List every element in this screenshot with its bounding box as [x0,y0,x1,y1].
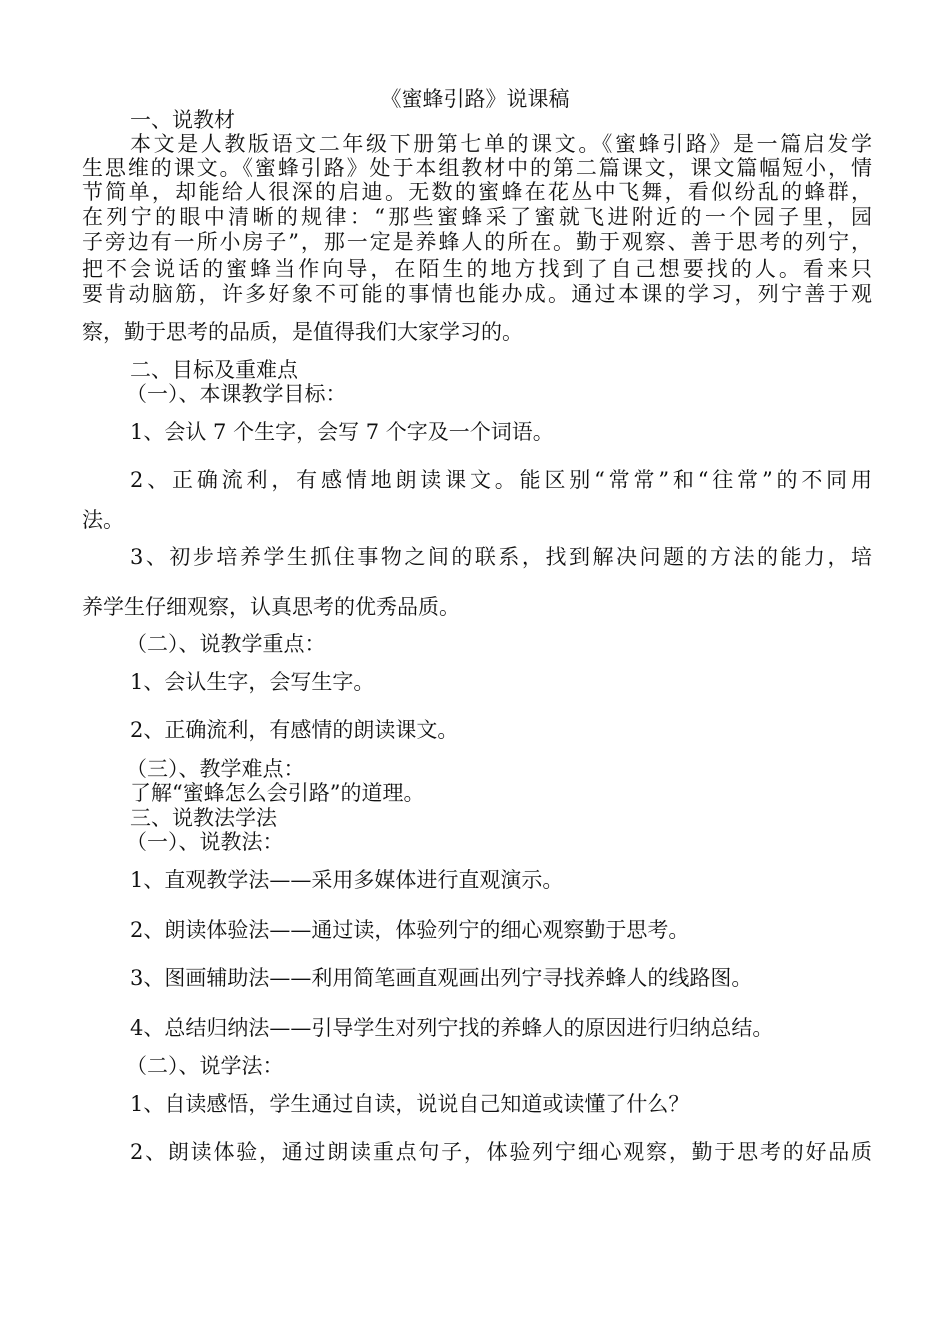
section-heading-1: 一、说教材 [130,108,235,132]
paragraph-line: 节简单，却能给人很深的启迪。无数的蜜蜂在花丛中飞舞，看似纷乱的蜂群， [82,180,872,204]
paragraph-line: 把不会说话的蜜蜂当作向导，在陌生的地方找到了自己想要找的人。看来只 [82,257,872,281]
subsection-heading: （一）、本课教学目标： [126,382,347,406]
list-item: 3、图画辅助法——利用简笔画直观画出列宁寻找养蜂人的线路图。 [130,966,753,990]
paragraph-line: 要肯动脑筋，许多好象不可能的事情也能办成。通过本课的学习，列宁善于观 [82,282,872,306]
section-heading-2: 二、目标及重难点 [130,358,298,382]
paragraph-line: 了解“蜜蜂怎么会引路”的道理。 [130,781,425,805]
list-item: 1、自读感悟，学生通过自读，说说自己知道或读懂了什么？ [130,1092,690,1116]
subsection-heading: （三）、教学难点： [126,757,305,781]
section-heading-3: 三、说教法学法 [130,806,277,830]
list-item: 3、初步培养学生抓住事物之间的联系，找到解决问题的方法的能力，培 [130,545,872,569]
subsection-heading: （二）、说学法： [126,1054,284,1078]
paragraph-line: 生思维的课文。《蜜蜂引路》处于本组教材中的第二篇课文，课文篇幅短小，情 [82,156,872,180]
paragraph-line: 本文是人教版语文二年级下册第七单的课文。《蜜蜂引路》是一篇启发学 [130,132,872,156]
list-item: 2、朗读体验法——通过读，体验列宁的细心观察勤于思考。 [130,918,690,942]
list-item: 1、会认生字，会写生字。 [130,670,375,694]
list-item: 1、直观教学法——采用多媒体进行直观演示。 [130,868,564,892]
paragraph-line: 在列宁的眼中清晰的规律：“那些蜜蜂采了蜜就飞进附近的一个园子里，园 [82,205,872,229]
list-item: 2、正确流利，有感情的朗读课文。 [130,718,459,742]
list-item-continuation: 法。 [82,508,124,532]
paragraph-line: 子旁边有一所小房子”，那一定是养蜂人的所在。勤于观察、善于思考的列宁， [82,230,872,254]
list-item: 4、总结归纳法——引导学生对列宁找的养蜂人的原因进行归纳总结。 [130,1016,774,1040]
list-item-continuation: 养学生仔细观察，认真思考的优秀品质。 [82,595,460,619]
document-title: 《蜜蜂引路》说课稿 [380,87,570,111]
subsection-heading: （一）、说教法： [126,830,284,854]
list-item: 2、正确流利，有感情地朗读课文。能区别“常常”和“往常”的不同用 [130,468,872,492]
subsection-heading: （二）、说教学重点： [126,632,326,656]
paragraph-line: 察，勤于思考的品质，是值得我们大家学习的。 [82,320,523,344]
list-item: 1、会认 7 个生字，会写 7 个字及一个词语。 [130,420,554,444]
list-item: 2、朗读体验，通过朗读重点句子，体验列宁细心观察，勤于思考的好品质 [130,1140,872,1164]
